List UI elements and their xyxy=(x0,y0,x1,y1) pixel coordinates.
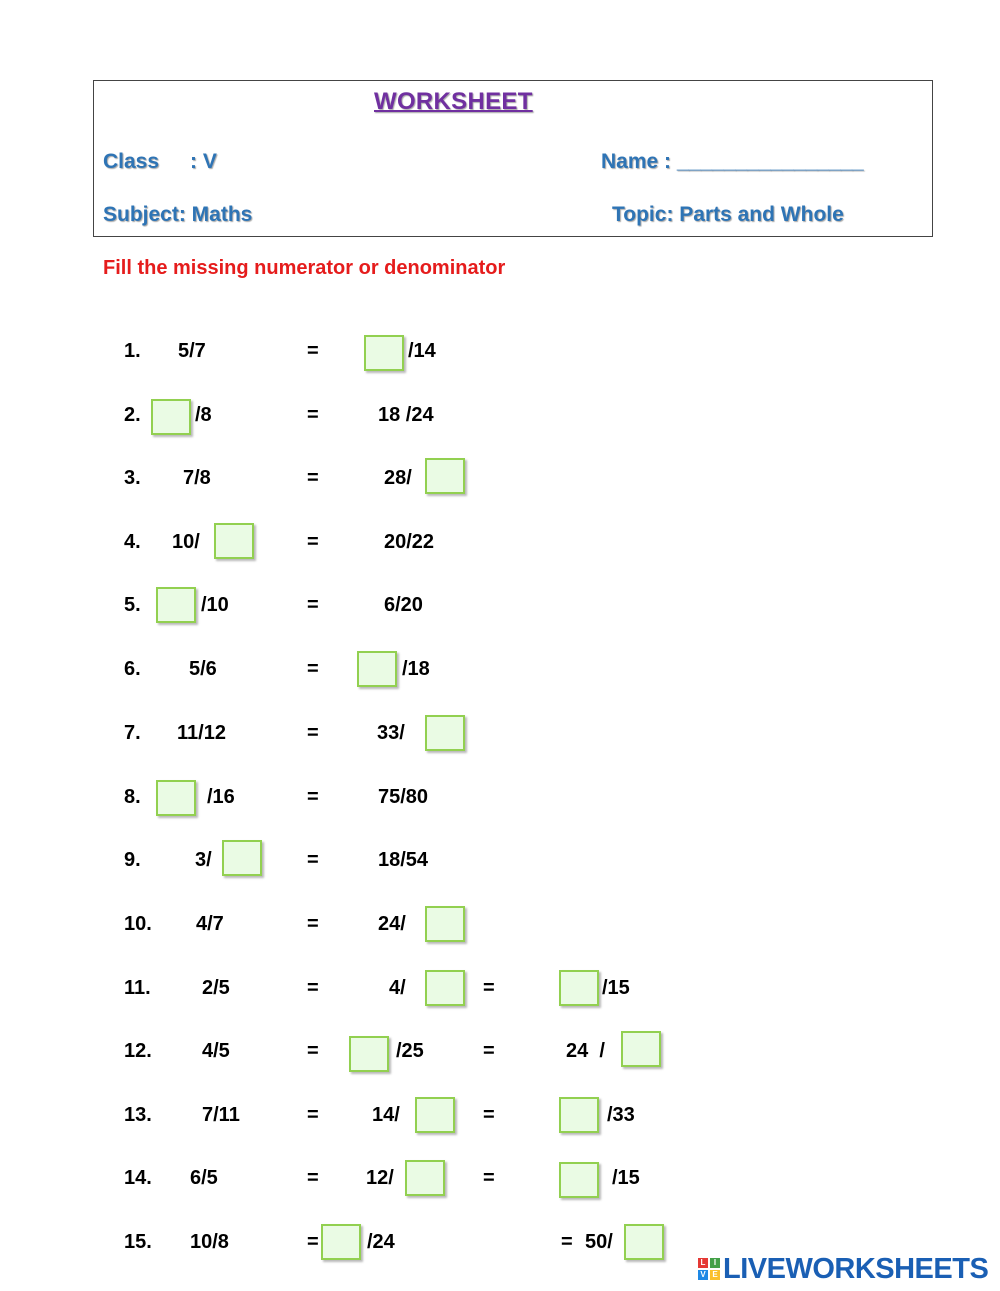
fraction-left: 5/6 xyxy=(189,658,217,680)
logo-badge-letter: E xyxy=(710,1270,720,1280)
question-number: 5. xyxy=(124,594,141,616)
fraction-left: /8 xyxy=(195,404,212,426)
question-number: 4. xyxy=(124,531,141,553)
instruction-text: Fill the missing numerator or denominator xyxy=(103,257,506,279)
fraction-middle: 12/ xyxy=(366,1167,394,1189)
fraction-middle: /25 xyxy=(396,1040,424,1062)
equals-sign: = xyxy=(307,786,319,808)
equals-sign: = xyxy=(307,977,319,999)
answer-box[interactable] xyxy=(222,840,262,876)
liveworksheets-logo xyxy=(698,1252,988,1286)
question-number: 1. xyxy=(124,340,141,362)
equals-sign: = xyxy=(483,1167,495,1189)
answer-box[interactable] xyxy=(364,335,404,371)
question-number: 2. xyxy=(124,404,141,426)
equals-sign: = xyxy=(483,977,495,999)
fraction-left: /10 xyxy=(201,594,229,616)
equals-sign: = xyxy=(561,1231,573,1253)
logo-text: LIVEWORKSHEETS xyxy=(723,1252,989,1285)
answer-box[interactable] xyxy=(156,587,196,623)
equals-sign: = xyxy=(307,1104,319,1126)
fraction-right: /14 xyxy=(408,340,436,362)
equals-sign: = xyxy=(483,1040,495,1062)
fraction-left: 10/8 xyxy=(190,1231,229,1253)
question-number: 10. xyxy=(124,913,152,935)
logo-badge-letter: V xyxy=(698,1270,708,1280)
equals-sign: = xyxy=(307,531,319,553)
answer-box[interactable] xyxy=(156,780,196,816)
logo-badge-letter: I xyxy=(710,1258,720,1268)
equals-sign: = xyxy=(307,340,319,362)
fraction-right: 28/ xyxy=(384,467,412,489)
fraction-right: 18 /24 xyxy=(378,404,434,426)
equals-sign: = xyxy=(307,467,319,489)
answer-box[interactable] xyxy=(357,651,397,687)
answer-box[interactable] xyxy=(321,1224,361,1260)
fraction-right: 33/ xyxy=(377,722,405,744)
fraction-left: 7/8 xyxy=(183,467,211,489)
fraction-right: /15 xyxy=(612,1167,640,1189)
fraction-right: 24/ xyxy=(378,913,406,935)
answer-box[interactable] xyxy=(425,715,465,751)
answer-box[interactable] xyxy=(405,1160,445,1196)
question-number: 14. xyxy=(124,1167,152,1189)
answer-box[interactable] xyxy=(624,1224,664,1260)
fraction-right: 24 / xyxy=(566,1040,605,1062)
logo-badge-letter: L xyxy=(698,1258,708,1268)
fraction-left: /16 xyxy=(207,786,235,808)
equals-sign: = xyxy=(483,1104,495,1126)
fraction-right: 20/22 xyxy=(384,531,435,553)
fraction-left: 5/7 xyxy=(178,340,206,362)
logo-badge-icon xyxy=(698,1258,720,1280)
question-number: 15. xyxy=(124,1231,152,1253)
fraction-right: 75/80 xyxy=(378,786,429,808)
question-number: 12. xyxy=(124,1040,152,1062)
fraction-left: 3/ xyxy=(195,849,212,871)
subject-label: Subject: Maths xyxy=(103,203,253,226)
answer-box[interactable] xyxy=(559,970,599,1006)
fraction-left: 11/12 xyxy=(177,722,226,744)
equals-sign: = xyxy=(307,849,319,871)
question-number: 9. xyxy=(124,849,141,871)
fraction-right: 18/54 xyxy=(378,849,429,871)
question-number: 3. xyxy=(124,467,141,489)
fraction-middle: 4/ xyxy=(389,977,406,999)
fraction-right: /18 xyxy=(402,658,430,680)
equals-sign: = xyxy=(307,722,319,744)
fraction-middle: /24 xyxy=(367,1231,395,1253)
question-number: 11. xyxy=(124,977,151,999)
answer-box[interactable] xyxy=(415,1097,455,1133)
fraction-middle: 14/ xyxy=(372,1104,400,1126)
fraction-left: 10/ xyxy=(172,531,200,553)
answer-box[interactable] xyxy=(214,523,254,559)
class-value: : V xyxy=(190,150,217,173)
name-field: Name : ________________ xyxy=(601,150,864,173)
question-number: 8. xyxy=(124,786,141,808)
equals-sign: = xyxy=(307,1040,319,1062)
class-label: Class xyxy=(103,150,160,173)
answer-box[interactable] xyxy=(425,906,465,942)
equals-sign: = xyxy=(307,658,319,680)
worksheet-title: WORKSHEET xyxy=(374,88,533,115)
equals-sign: = xyxy=(307,913,319,935)
fraction-right: 50/ xyxy=(585,1231,613,1253)
answer-box[interactable] xyxy=(349,1036,389,1072)
equals-sign: = xyxy=(307,404,319,426)
fraction-left: 2/5 xyxy=(202,977,230,999)
equals-sign: = xyxy=(307,594,319,616)
answer-box[interactable] xyxy=(559,1162,599,1198)
topic-label: Topic: Parts and Whole xyxy=(612,203,844,226)
fraction-left: 7/11 xyxy=(202,1104,240,1126)
answer-box[interactable] xyxy=(151,399,191,435)
fraction-left: 4/5 xyxy=(202,1040,230,1062)
answer-box[interactable] xyxy=(559,1097,599,1133)
fraction-right: /33 xyxy=(607,1104,635,1126)
fraction-right: /15 xyxy=(602,977,630,999)
question-number: 13. xyxy=(124,1104,152,1126)
fraction-left: 4/7 xyxy=(196,913,224,935)
answer-box[interactable] xyxy=(621,1031,661,1067)
fraction-left: 6/5 xyxy=(190,1167,218,1189)
equals-sign: = xyxy=(307,1167,319,1189)
fraction-right: 6/20 xyxy=(384,594,423,616)
answer-box[interactable] xyxy=(425,970,465,1006)
answer-box[interactable] xyxy=(425,458,465,494)
question-number: 6. xyxy=(124,658,141,680)
question-number: 7. xyxy=(124,722,141,744)
equals-sign: = xyxy=(307,1231,319,1253)
